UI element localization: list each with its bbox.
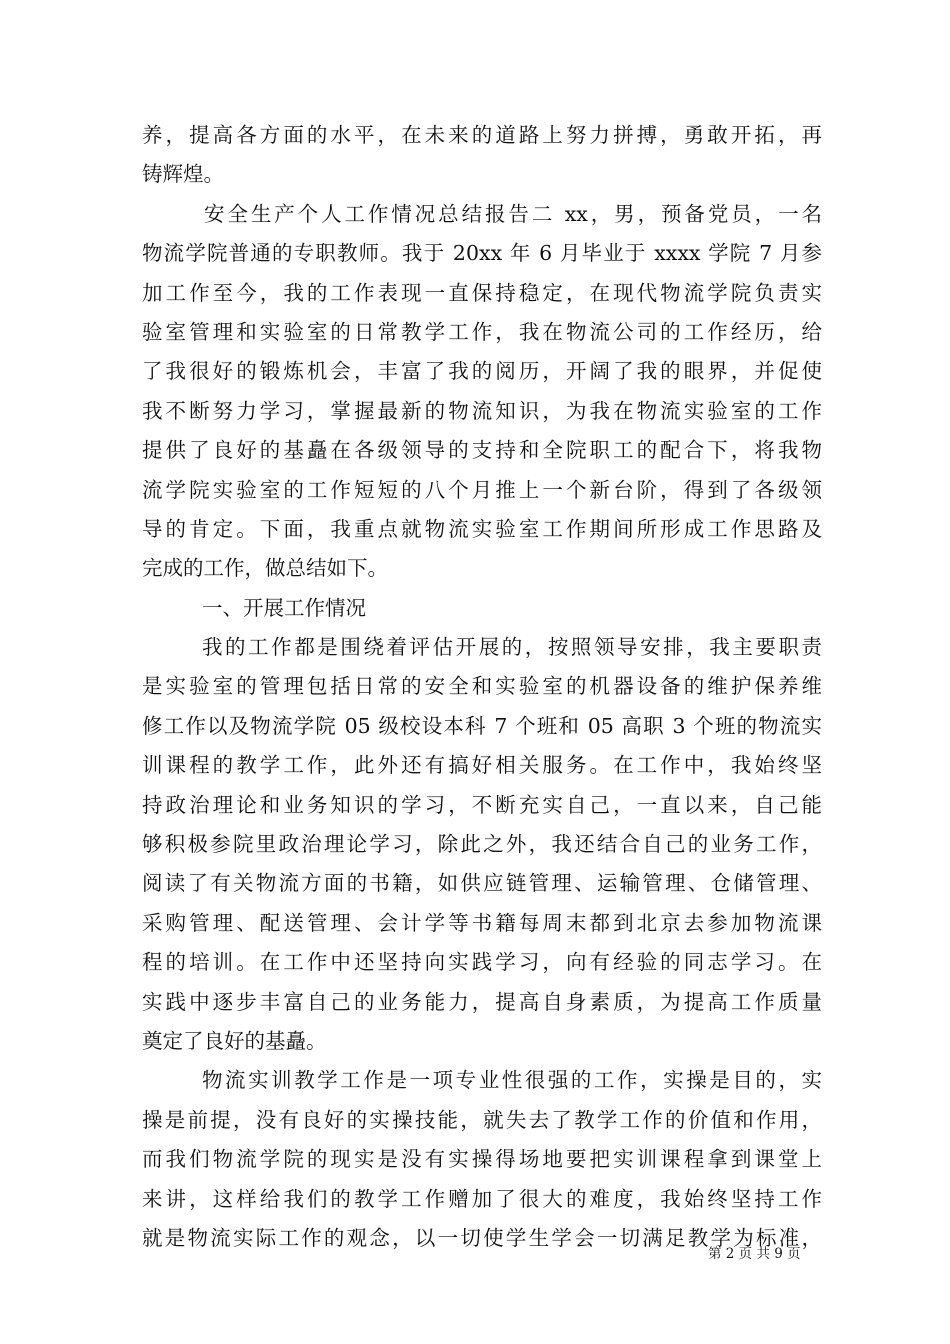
text-line: 导的肯定。下面，我重点就物流实验室工作期间所形成工作思路及: [142, 516, 822, 541]
text-line: 修工作以及物流学院 05 级校设本科 7 个班和 05 高职 3 个班的物流实: [142, 713, 822, 738]
text-line: 我不断努力学习，掌握最新的物流知识，为我在物流实验室的工作: [142, 398, 822, 423]
text-line: 物流实训教学工作是一项专业性很强的工作，实操是目的，实: [202, 1068, 822, 1093]
text-line: 操是前提，没有良好的实操技能，就失去了教学工作的价值和作用，: [142, 1107, 822, 1132]
text-line: 是实验室的管理包括日常的安全和实验室的机器设备的维护保养维: [142, 674, 822, 699]
text-line: 而我们物流学院的现实是没有实操得场地要把实训课程拿到课堂上: [142, 1147, 822, 1172]
paragraph-heading-line: 安全生产个人工作情况总结报告二 xx，男，预备党员，一名: [204, 201, 822, 226]
text-line: 程的培训。在工作中还坚持向实践学习，向有经验的同志学习。在: [142, 950, 822, 975]
text-line: 我的工作都是围绕着评估开展的，按照领导安排，我主要职责: [202, 635, 822, 660]
text-line: 采购管理、配送管理、会计学等书籍每周末都到北京去参加物流课: [142, 910, 822, 935]
text-line: 流学院实验室的工作短短的八个月推上一个新台阶，得到了各级领: [142, 477, 822, 502]
text-line: 实践中逐步丰富自己的业务能力，提高自身素质，为提高工作质量: [142, 989, 822, 1014]
text-line: 持政治理论和业务知识的学习，不断充实自己，一直以来，自己能: [142, 792, 822, 817]
text-line: 够积极参院里政治理论学习，除此之外，我还结合自己的业务工作，: [142, 832, 822, 857]
text-line: 完成的工作，做总结如下。: [142, 556, 388, 581]
text-line: 阅读了有关物流方面的书籍，如供应链管理、运输管理、仓储管理、: [142, 871, 822, 896]
text-line: 提供了良好的基矗在各级领导的支持和全院职工的配合下，将我物: [142, 438, 822, 463]
text-line: 就是物流实际工作的观念，以一切使学生学会一切满足教学为标准，: [142, 1225, 822, 1250]
text-line: 奠定了良好的基矗。: [142, 1028, 327, 1053]
section-heading: 一、开展工作情况: [202, 595, 366, 620]
document-body: [142, 116, 822, 1258]
text-line: 养，提高各方面的水平，在未来的道路上努力拼搏，勇敢开拓，再: [142, 123, 822, 147]
text-line: 物流学院普通的专职教师。我于 20xx 年 6 月毕业于 xxxx 学院 7 月参: [142, 241, 822, 266]
text-line: 来讲，这样给我们的教学工作赠加了很大的难度，我始终坚持工作: [142, 1186, 822, 1211]
page-number: 第 2 页 共 9 页: [708, 1246, 801, 1262]
text-line: 训课程的教学工作，此外还有搞好相关服务。在工作中，我始终坚: [142, 753, 822, 778]
text-line: 加工作至今，我的工作表现一直保持稳定，在现代物流学院负责实: [142, 280, 822, 305]
text-line: 了我很好的锻炼机会，丰富了我的阅历，开阔了我的眼界，并促使: [142, 359, 822, 384]
text-line: 铸辉煌。: [142, 162, 224, 187]
text-line: 验室管理和实验室的日常教学工作，我在物流公司的工作经历，给: [142, 319, 822, 344]
